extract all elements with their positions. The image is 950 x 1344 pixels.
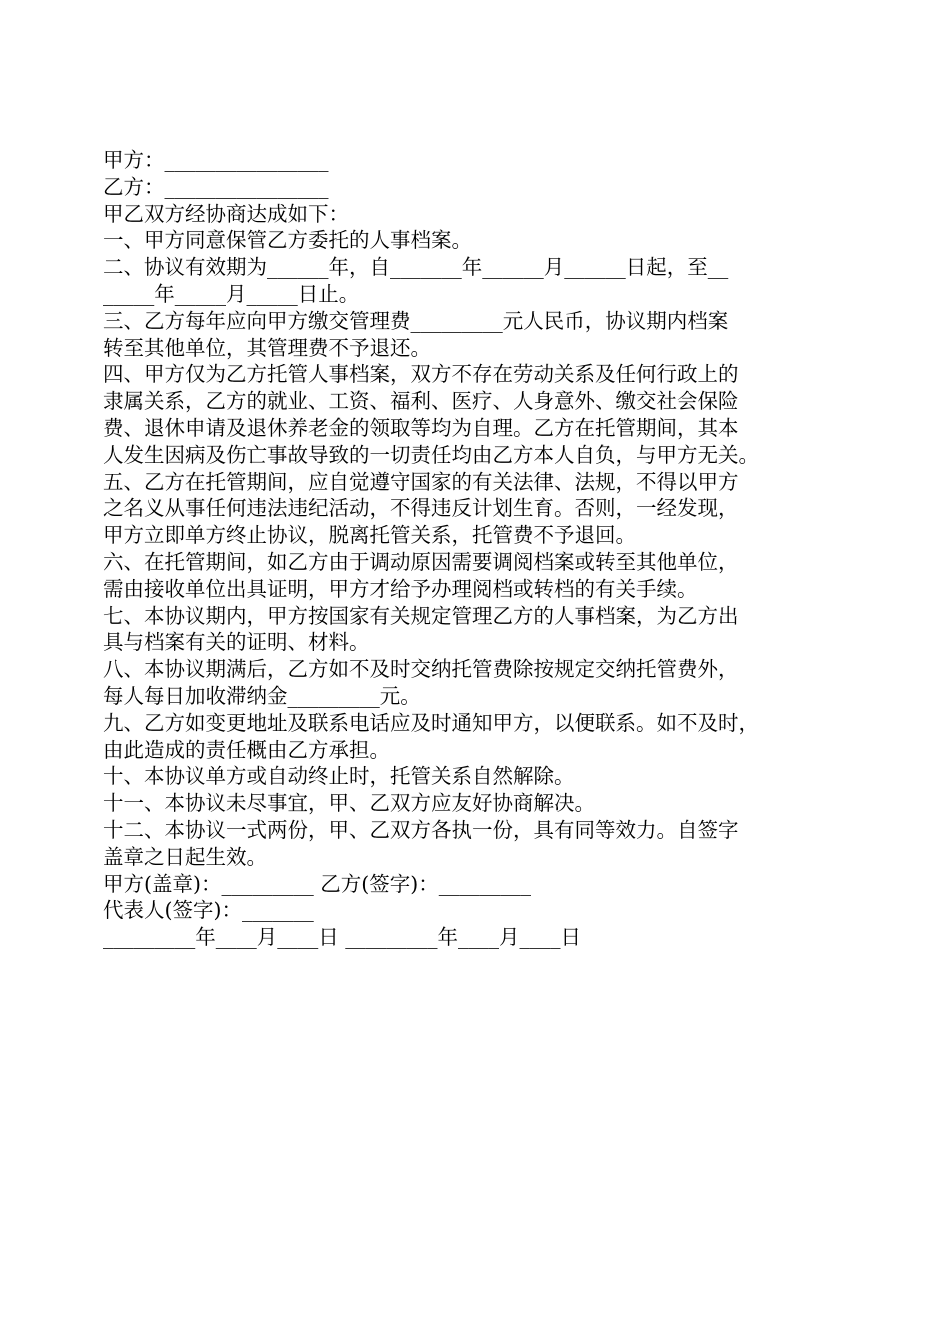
clause-12-line-2: 盖章之日起生效。: [103, 844, 267, 869]
clause-4-line-4: 人发生因病及伤亡事故导致的一切责任均由乙方本人自负，与甲方无关。: [103, 442, 759, 467]
representative-line: 代表人(签字)：_______: [103, 898, 314, 923]
clause-5-line-1: 五、乙方在托管期间，应自觉遵守国家的有关法律、法规，不得以甲方: [103, 469, 739, 494]
clause-1-line: 一、甲方同意保管乙方委托的人事档案。: [103, 228, 472, 253]
clause-8-line-1: 八、本协议期满后，乙方如不及时交纳托管费除按规定交纳托管费外，: [103, 657, 739, 682]
clause-3-line-1: 三、乙方每年应向甲方缴交管理费_________元人民币，协议期内档案: [103, 308, 729, 333]
clause-9-line-2: 由此造成的责任概由乙方承担。: [103, 737, 390, 762]
signature-line: 甲方(盖章)：_________ 乙方(签字)：_________: [103, 871, 532, 896]
clause-7-line-1: 七、本协议期内，甲方按国家有关规定管理乙方的人事档案，为乙方出: [103, 603, 739, 628]
clause-11-line: 十一、本协议未尽事宜，甲、乙双方应友好协商解决。: [103, 791, 595, 816]
agreement-text: [103, 147, 863, 951]
clause-10-line: 十、本协议单方或自动终止时，托管关系自然解除。: [103, 764, 575, 789]
clause-5-line-3: 甲方立即单方终止协议，脱离托管关系，托管费不予退回。: [103, 523, 636, 548]
clause-7-line-2: 具与档案有关的证明、材料。: [103, 630, 370, 655]
clause-8-line-2: 每人每日加收滞纳金_________元。: [103, 683, 421, 708]
clause-4-line-1: 四、甲方仅为乙方托管人事档案，双方不存在劳动关系及任何行政上的: [103, 362, 739, 387]
preamble-line: 甲乙双方经协商达成如下：: [103, 201, 349, 226]
clause-9-line-1: 九、乙方如变更地址及联系电话应及时通知甲方，以便联系。如不及时，: [103, 710, 759, 735]
party-b-line: 乙方：________________: [103, 174, 329, 199]
date-line: _________年____月____日 _________年____月____日: [103, 925, 582, 950]
clause-4-line-2: 隶属关系，乙方的就业、工资、福利、医疗、人身意外、缴交社会保险: [103, 389, 739, 414]
clause-5-line-2: 之名义从事任何违法违纪活动，不得违反计划生育。否则，一经发现，: [103, 496, 739, 521]
party-a-line: 甲方：________________: [103, 148, 329, 172]
clause-2-line-2: _____年_____月_____日止。: [103, 281, 360, 306]
clause-4-line-3: 费、退休申请及退休养老金的领取等均为自理。乙方在托管期间，其本: [103, 415, 739, 440]
clause-6-line-2: 需由接收单位出具证明，甲方才给予办理阅档或转档的有关手续。: [103, 576, 698, 601]
clause-2-line-1: 二、协议有效期为______年，自_______年______月______日起，至__: [103, 255, 729, 280]
clause-3-line-2: 转至其他单位，其管理费不予退还。: [103, 335, 431, 360]
clause-6-line-1: 六、在托管期间，如乙方由于调动原因需要调阅档案或转至其他单位，: [103, 549, 739, 574]
clause-12-line-1: 十二、本协议一式两份，甲、乙双方各执一份，具有同等效力。自签字: [103, 817, 739, 842]
